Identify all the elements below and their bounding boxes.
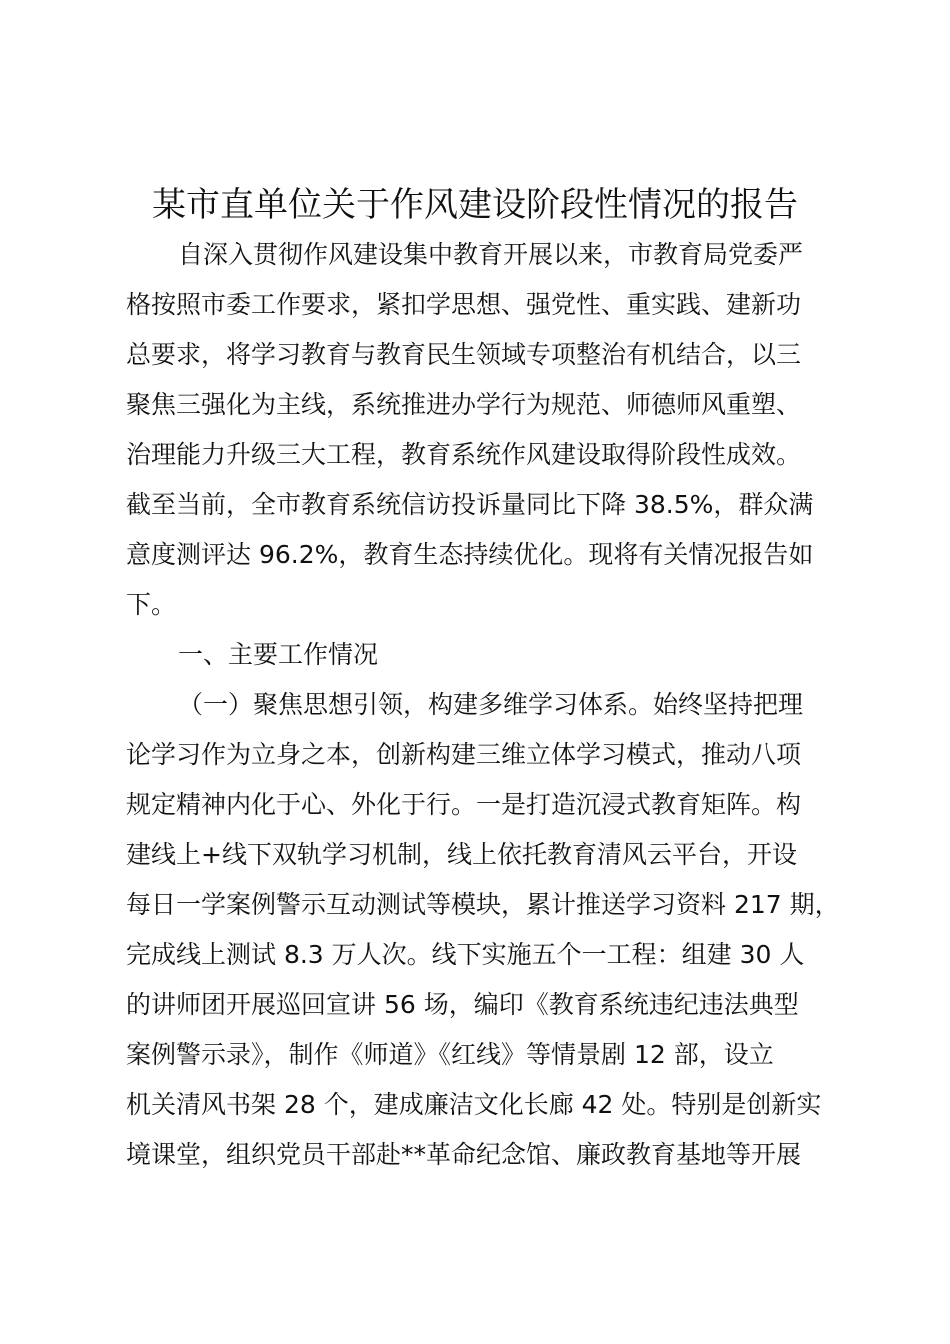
paragraph-line: 总要求，将学习教育与教育民生领域专项整治有机结合，以三 <box>126 340 802 369</box>
paragraph-line: 规定精神内化于心、外化于行。一是打造沉浸式教育矩阵。构 <box>126 790 802 819</box>
paragraph-line: 截至当前，全市教育系统信访投诉量同比下降 38.5%，群众满 <box>126 490 814 519</box>
paragraph-line: 下。 <box>126 590 177 619</box>
paragraph-line: （一）聚焦思想引领，构建多维学习体系。始终坚持把理 <box>178 690 804 719</box>
paragraph-line: 格按照市委工作要求，紧扣学思想、强党性、重实践、建新功 <box>126 290 802 319</box>
paragraph-line: 机关清风书架 28 个，建成廉洁文化长廊 42 处。特别是创新实 <box>126 1090 822 1119</box>
paragraph-line: 治理能力升级三大工程，教育系统作风建设取得阶段性成效。 <box>126 440 802 469</box>
paragraph-line: 完成线上测试 8.3 万人次。线下实施五个一工程：组建 30 人 <box>126 940 805 969</box>
paragraph-line: 案例警示录》，制作《师道》《红线》等情景剧 12 部，设立 <box>126 1040 774 1069</box>
paragraph-line: 建线上+线下双轨学习机制，线上依托教育清风云平台，开设 <box>126 840 797 869</box>
paragraph-line: 论学习作为立身之本，创新构建三维立体学习模式，推动八项 <box>126 740 802 769</box>
document-title: 某市直单位关于作风建设阶段性情况的报告 <box>152 185 798 225</box>
paragraph-line: 聚焦三强化为主线，系统推进办学行为规范、师德师风重塑、 <box>126 390 802 419</box>
paragraph-line: 每日一学案例警示互动测试等模块，累计推送学习资料 217 期， <box>126 890 840 919</box>
paragraph-line: 的讲师团开展巡回宣讲 56 场，编印《教育系统违纪违法典型 <box>126 990 799 1019</box>
paragraph-line: 境课堂，组织党员干部赴**革命纪念馆、廉政教育基地等开展 <box>126 1140 802 1169</box>
paragraph-line: 自深入贯彻作风建设集中教育开展以来，市教育局党委严 <box>178 240 804 269</box>
paragraph-line: 意度测评达 96.2%，教育生态持续优化。现将有关情况报告如 <box>126 540 814 569</box>
section-heading: 一、主要工作情况 <box>178 640 379 669</box>
